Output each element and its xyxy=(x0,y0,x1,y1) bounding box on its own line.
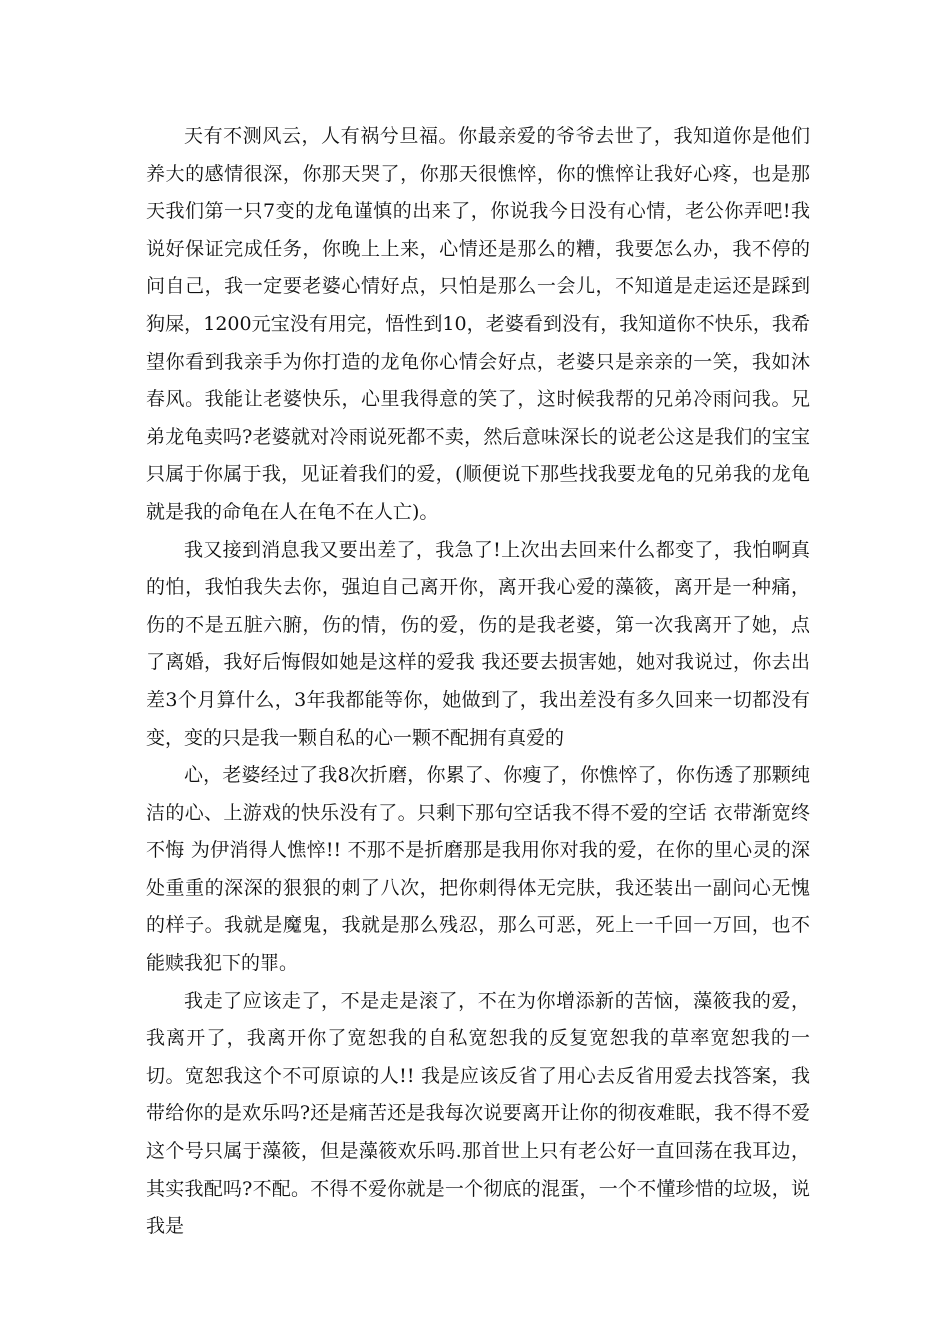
paragraph-1: 天有不测风云，人有祸兮旦福。你最亲爱的爷爷去世了，我知道你是他们养大的感情很深，你那天哭了，你那天很憔悴，你的憔悴让我好心疼，也是那天我们第一只7变的龙龟谨慎的出来了，你说我今日没有心情，老公你弄吧!我说好保证完成任务，你晚上上来，心情还是那么的糟，我要怎么办，我不停的问自己，我一定要老婆心情好点，只怕是那么一会儿，不知道是走运还是踩到狗屎，1200元宝没有用完，悟性到10，老婆看到没有，我知道你不快乐，我希望你看到我亲手为你打造的龙龟你心情会好点，老婆只是亲亲的一笑，我如沐春风。我能让老婆快乐，心里我得意的笑了，这时候我帮的兄弟冷雨问我。兄弟龙龟卖吗?老婆就对冷雨说死都不卖，然后意味深长的说老公这是我们的宝宝只属于你属于我，见证着我们的爱，(顺便说下那些找我要龙龟的兄弟我的龙龟就是我的命龟在人在龟不在人亡)。 xyxy=(146,125,810,523)
paragraph-4: 我走了应该走了，不是走是滚了，不在为你增添新的苦恼，藻筱我的爱，我离开了，我离开你了宽恕我的自私宽恕我的反复宽恕我的草率宽恕我的一切。宽恕我这个不可原谅的人!! 我是应该反省了用心去反省用爱去找答案，我带给你的是欢乐吗?还是痛苦还是我每次说要离开让你的彻夜难眠，我不得不爱这个号只属于藻筱，但是藻筱欢乐吗.那首世上只有老公好一直回荡在我耳边，其实我配吗?不配。不得不爱你就是一个彻底的混蛋，一个不懂珍惜的垃圾，说我是 xyxy=(146,989,810,1238)
document-body xyxy=(146,118,810,1246)
paragraph-3: 心，老婆经过了我8次折磨，你累了、你瘦了，你憔悴了，你伤透了那颗纯洁的心、上游戏的快乐没有了。只剩下那句空话我不得不爱的空话 衣带渐宽终不悔 为伊消得人憔悴!! 不那不是折磨那是我用你对我的爱，在你的里心灵的深处重重的深深的狠狠的刺了八次，把你刺得体无完肤，我还装出一副问心无愧的样子。我就是魔鬼，我就是那么残忍，那么可恶，死上一千回一万回，也不能赎我犯下的罪。 xyxy=(146,764,810,975)
paragraph-2: 我又接到消息我又要出差了，我急了!上次出去回来什么都变了，我怕啊真的怕，我怕我失去你，强迫自己离开你，离开我心爱的藻筱，离开是一种痛，伤的不是五脏六腑，伤的情，伤的爱，伤的是我老婆，第一次我离开了她，点了离婚，我好后悔假如她是这样的爱我 我还要去损害她，她对我说过，你去出差3个月算什么，3年我都能等你，她做到了，我出差没有多久回来一切都没有变，变的只是我一颗自私的心一颗不配拥有真爱的 xyxy=(146,538,810,749)
